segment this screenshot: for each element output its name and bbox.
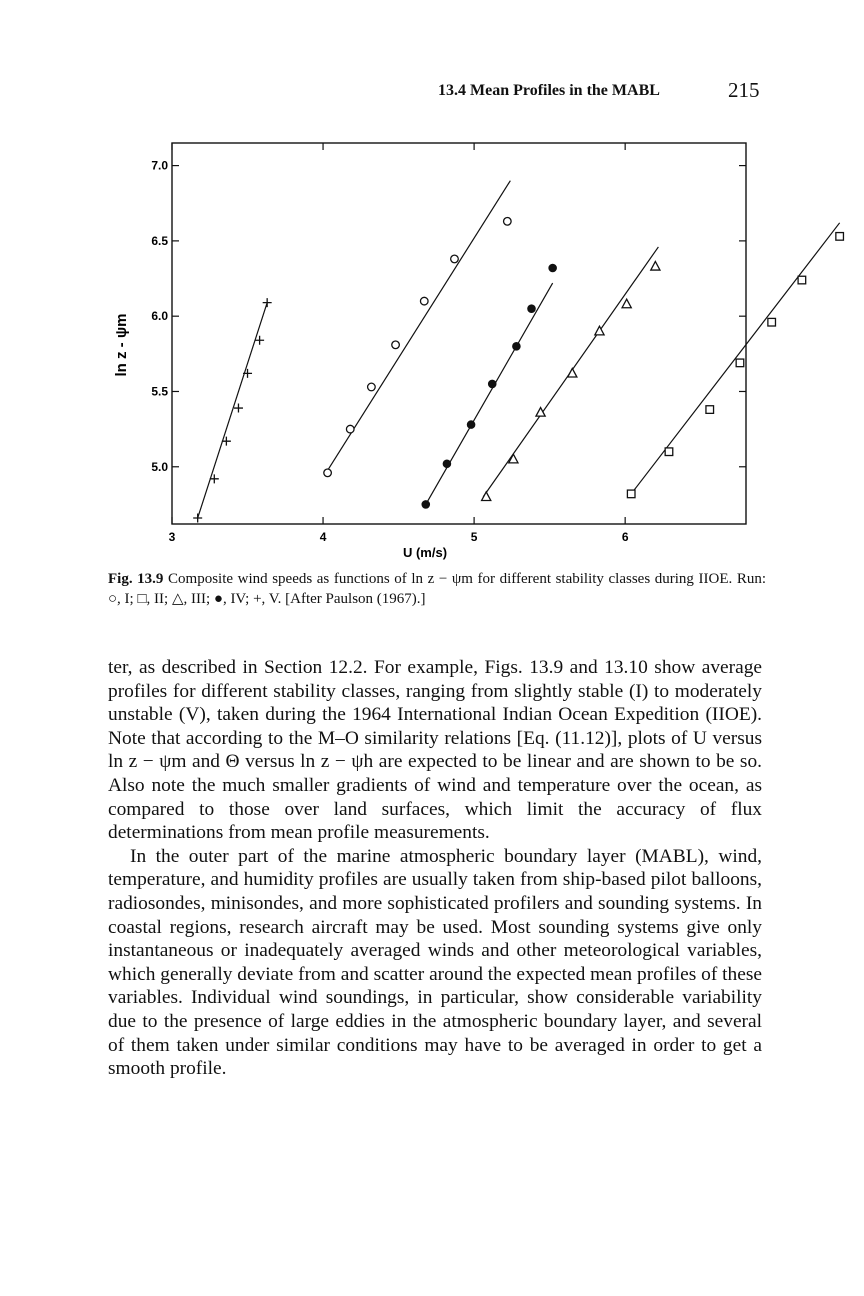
x-tick-label: 5	[470, 530, 478, 544]
x-tick-label: 6	[621, 530, 629, 544]
point-V	[234, 404, 243, 413]
point-II	[736, 359, 744, 367]
y-tick-label: 6.5	[151, 233, 168, 248]
point-IV	[528, 305, 536, 313]
x-tick-label: 3	[168, 530, 176, 544]
series-line-II	[631, 223, 839, 494]
x-axis-label: U (m/s)	[402, 545, 448, 560]
point-IV	[549, 264, 557, 272]
point-IV	[513, 343, 521, 351]
point-I	[324, 469, 332, 477]
point-I	[392, 341, 400, 349]
y-tick-label: 6.0	[151, 309, 168, 324]
point-III	[651, 261, 660, 270]
point-I	[346, 425, 354, 433]
y-tick-label: 7.0	[151, 158, 168, 173]
figure-caption	[108, 569, 766, 609]
section-title: 13.4 Mean Profiles in the MABL	[438, 82, 660, 99]
point-IV	[467, 421, 475, 429]
y-axis-label: ln z - ψm	[113, 313, 130, 377]
caption-label: Fig. 13.9	[108, 571, 164, 587]
axes-layer	[151, 143, 746, 544]
point-IV	[443, 460, 451, 468]
series-line-V	[198, 303, 267, 518]
point-II	[798, 276, 806, 284]
point-III	[622, 299, 631, 308]
caption-text: Composite wind speeds as functions of ln z − ψm for different stability classes during IIOE. Run: ○, I; □, II; △, III; ●, IV; +, V. [After Paulson (1967).]	[108, 571, 766, 607]
point-III	[595, 326, 604, 335]
paragraph-2: In the outer part of the marine atmospheric boundary layer (MABL), wind, temperature, and humidity profiles are usually taken from ship-based pilot balloons, radiosondes, minisondes, and more sophisticated profilers and sounding systems. In coastal regions, research aircraft may be used. Most sounding systems give only instantaneous or inadequately averaged winds and other meteorological variables, which generally deviate from and scatter around the expected mean profiles of these variables. Individual wind soundings, in particular, show considerable variability due to the presence of large eddies in the atmospheric boundary layer, and several of them taken under similar conditions may have to be averaged in order to get a smooth profile.	[108, 845, 762, 1080]
y-tick-label: 5.0	[151, 459, 168, 474]
point-II	[768, 318, 776, 326]
point-II	[627, 490, 635, 498]
point-I	[368, 383, 376, 391]
point-I	[420, 297, 428, 305]
point-III	[536, 408, 545, 417]
series-line-IV	[426, 283, 553, 504]
x-tick-label: 4	[319, 530, 327, 544]
point-II	[836, 233, 844, 241]
point-I	[451, 255, 459, 263]
figure-13-9-chart	[0, 0, 864, 570]
point-II	[706, 406, 714, 414]
paragraph-1: ter, as described in Section 12.2. For example, Figs. 13.9 and 13.10 show average profiles for different stability classes, ranging from slightly stable (I) to moderately unstable (V), taken during the 1964 International Indian Ocean Expedition (IIOE). Note that according to the M–O similarity relations [Eq. (11.12)], plots of U versus ln z − ψm and Θ versus ln z − ψh are expected to be linear and are shown to be so. Also note the much smaller gradients of wind and temperature over the ocean, as compared to those over land surfaces, which limit the accuracy of flux determinations from mean profile measurements.	[108, 657, 762, 844]
page-number: 215	[728, 78, 760, 102]
point-I	[504, 218, 512, 226]
point-V	[243, 369, 252, 378]
point-V	[263, 298, 272, 307]
plot-frame	[172, 143, 746, 524]
point-IV	[422, 501, 430, 509]
point-III	[568, 368, 577, 377]
point-V	[193, 513, 202, 522]
body-text	[108, 656, 762, 1081]
point-II	[665, 448, 673, 456]
point-IV	[488, 380, 496, 388]
y-tick-label: 5.5	[151, 384, 168, 399]
